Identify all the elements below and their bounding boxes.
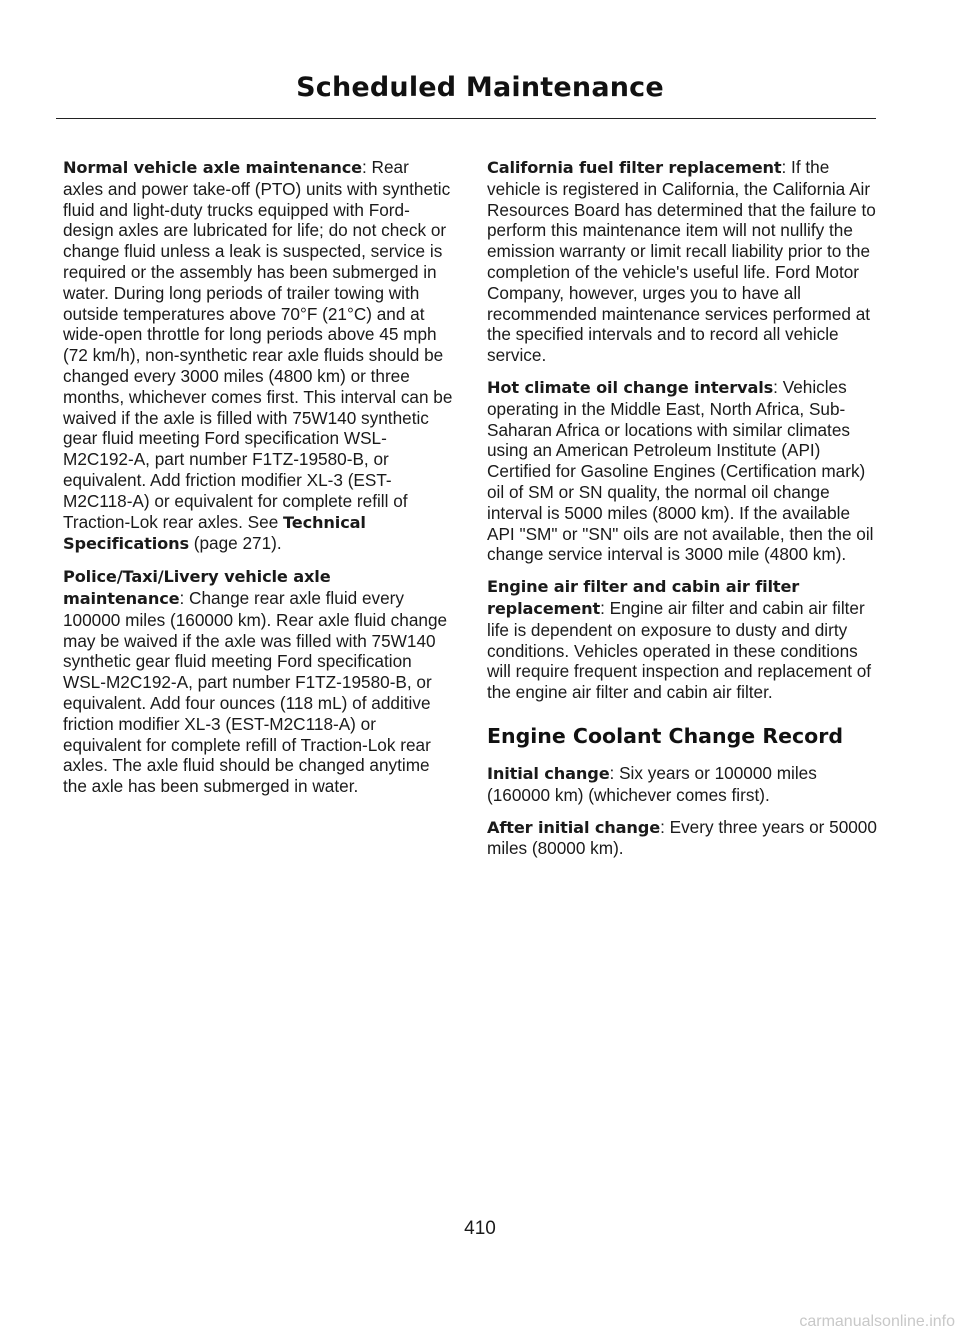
watermark-text: carmanualsonline.info [799, 1313, 955, 1330]
normal-axle-paragraph [63, 157, 453, 555]
right-column [487, 157, 877, 870]
california-filter-text: : If the vehicle is registered in California, the California Air Resources Board has determined that the failure to perform this maintenance item will not nullify the emission warranty or limit recall liability prior to the completion of the vehicle's useful life. Ford Motor Company, however, urges you to have all recommended maintenance services performed at the specified intervals and to record all vehicle service. [487, 157, 876, 366]
hot-climate-text: : Vehicles operating in the Middle East, North Africa, Sub-Saharan Africa or locations with similar climates using an American Petroleum Institute (API) Certified for Gasoline Engines (Certification mark) oil of SM or SN quality, the normal oil change interval is 5000 miles (8000 km). If the available API "SM" or "SN" oils are not available, then the oil change service interval is 3000 mile (4800 km). [487, 376, 874, 565]
air-filter-text: : Engine air filter and cabin air filter life is dependent on exposure to dusty and dirty conditions. Vehicles operated in these conditions will require frequent inspection and replacement of the engine air filter and cabin air filter. [487, 597, 872, 703]
hot-climate-paragraph [487, 377, 877, 565]
initial-change-paragraph [487, 763, 877, 806]
california-filter-term: California fuel filter replacement [487, 158, 782, 177]
after-initial-change-paragraph [487, 817, 877, 860]
california-filter-paragraph [487, 157, 877, 366]
page-number: 410 [464, 1218, 496, 1239]
normal-axle-term: Normal vehicle axle maintenance [63, 158, 362, 177]
after-initial-change-term: After initial change [487, 817, 661, 837]
page-title: Scheduled Maintenance [296, 72, 664, 103]
normal-axle-text: : Rear axles and power take-off (PTO) units with synthetic fluid and light-duty trucks equipped with Ford-design axles are lubricated for life; do not check or change fluid unless a leak is suspected, service is required or the assembly has been submerged in water. During long periods of trailer towing with outside temperatures above 70°F (21°C) and at wide-open throttle for long periods above 45 mph (72 km/h), non-synthetic rear axle fluids should be changed every 3000 miles (4800 km) or three months, whichever comes first. This interval can be waived if the axle is filled with 75W140 synthetic gear fluid meeting Ford specification WSL-M2C192-A, part number F1TZ-19580-B, or equivalent. Add friction modifier XL-3 (EST-M2C118-A) or equivalent for complete refill of Traction-Lok rear axles. See [63, 157, 453, 532]
after-initial-change-text: : Every three years or 50000 miles (80000 km). [487, 816, 877, 859]
police-axle-text: : Change rear axle fluid every 100000 miles (160000 km). Rear axle fluid change may be waived if the axle was filled with 75W140 synthetic gear fluid meeting Ford specification WSL-M2C192-A, part number F1TZ-19580-B, or equivalent. Add four ounces (118 mL) of additive friction modifier XL-3 (EST-M2C118-A) or equivalent for complete refill of Traction-Lok rear axles. The axle fluid should be changed anytime the axle has been submerged in water. [63, 587, 448, 797]
watermark [0, 1313, 960, 1331]
left-column [63, 157, 453, 808]
initial-change-text: : Six years or 100000 miles (160000 km) (whichever comes first). [487, 762, 817, 805]
initial-change-term: Initial change [487, 763, 610, 783]
coolant-section-heading: Engine Coolant Change Record [487, 723, 844, 748]
police-axle-term: Police/Taxi/Livery vehicle axle maintenance [63, 567, 331, 608]
technical-specifications-page-ref: (page 271). [188, 533, 282, 554]
air-filter-term: Engine air filter and cabin air filter replacement [487, 577, 800, 618]
technical-specifications-link[interactable]: Technical Specifications [63, 512, 366, 554]
police-axle-paragraph [63, 566, 453, 797]
hot-climate-term: Hot climate oil change intervals [487, 377, 774, 397]
air-filter-paragraph [487, 576, 877, 703]
header-divider [56, 118, 876, 119]
